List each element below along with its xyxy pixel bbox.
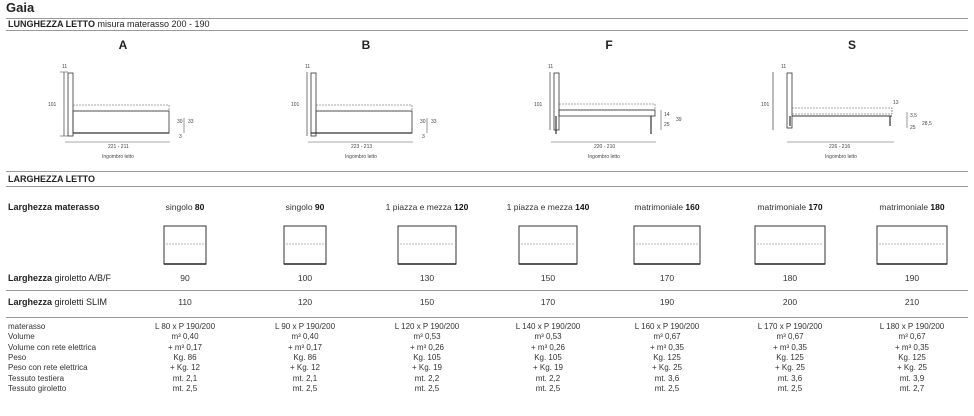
- spec-value: mt. 2,5: [654, 383, 680, 393]
- divider: [6, 186, 968, 187]
- spec-value: mt. 2,5: [292, 383, 318, 393]
- dim-label-3: 39: [676, 117, 682, 123]
- mattress-size: 80: [194, 202, 205, 212]
- spec-label: Peso con rete elettrica: [8, 363, 88, 373]
- mattress-size: 140: [575, 202, 590, 212]
- caption-label: Ingombro letto: [345, 154, 377, 160]
- bed-front-icon: [517, 224, 579, 270]
- spec-value: mt. 2,2: [535, 373, 561, 383]
- divider: [6, 290, 968, 291]
- spec-label: Tessuto testiera: [8, 373, 65, 383]
- spec-value: mt. 2,5: [414, 383, 440, 393]
- mattress-width-cell: [367, 202, 487, 212]
- length-label: 221 - 211: [108, 144, 129, 150]
- spec-value: mt. 2,2: [414, 373, 440, 383]
- dim-label-3: 3: [179, 134, 182, 140]
- length-label: 223 - 213: [351, 144, 373, 150]
- bed-front-icon: [162, 224, 208, 270]
- spec-value: L 180 x P 190/200: [879, 322, 945, 331]
- giroletto-width-value: 100: [297, 273, 313, 283]
- bed-front-icon: [632, 224, 702, 270]
- slim-width-value: 170: [540, 297, 556, 307]
- divider: [6, 171, 968, 172]
- spec-value: L 120 x P 190/200: [394, 322, 460, 331]
- mattress-type: 1 piazza e mezza: [506, 202, 576, 212]
- row-label-slim: Larghezza giroletti SLIM: [8, 297, 108, 307]
- slim-width-value: 150: [419, 297, 435, 307]
- spec-value: Kg. 125: [776, 352, 804, 362]
- spec-value: L 170 x P 190/200: [757, 322, 823, 331]
- head-thickness-label: 11: [305, 64, 311, 70]
- slim-width-value: 190: [659, 297, 675, 307]
- spec-value: + Kg. 25: [774, 363, 806, 373]
- section-title: LARGHEZZA LETTO: [8, 174, 95, 184]
- spec-value: + m³ 0,35: [649, 342, 684, 352]
- side-view-diagram-b: [273, 58, 443, 173]
- mattress-width-cell: [488, 202, 608, 212]
- height-label: 101: [534, 102, 543, 108]
- spec-value: mt. 2,5: [777, 383, 803, 393]
- spec-value: + Kg. 12: [169, 363, 201, 373]
- spec-value: Kg. 105: [534, 352, 562, 362]
- giroletto-width-value: 130: [419, 273, 435, 283]
- spec-value: L 140 x P 190/200: [515, 322, 581, 331]
- spec-value: m³ 0,40: [171, 332, 199, 342]
- spec-value: mt. 2,7: [899, 383, 925, 393]
- side-view-diagram-s: [759, 58, 949, 173]
- spec-value: + m³ 0,17: [167, 342, 202, 352]
- row-label-mattress-width: Larghezza materasso: [8, 202, 100, 212]
- spec-label: Volume con rete elettrica: [8, 342, 97, 352]
- height-label: 101: [761, 102, 770, 108]
- page-title: Gaia: [6, 0, 35, 15]
- divider: [6, 317, 968, 318]
- mattress-width-cell: [730, 202, 850, 212]
- mattress-size: 160: [685, 202, 700, 212]
- mattress-type: 1 piazza e mezza: [385, 202, 455, 212]
- mattress-type: matrimoniale: [634, 202, 686, 212]
- section-heading-larghezza: [8, 174, 95, 184]
- caption-label: Ingombro letto: [102, 154, 134, 160]
- spec-value: + Kg. 19: [532, 363, 564, 373]
- slim-width-value: 110: [178, 297, 192, 307]
- spec-value: + Kg. 19: [411, 363, 443, 373]
- spec-value: m³ 0,53: [413, 332, 441, 342]
- spec-value: Kg. 86: [173, 352, 197, 362]
- view-letter-b: B: [361, 38, 371, 52]
- slim-width-value: 120: [297, 297, 313, 307]
- spec-value: + Kg. 12: [289, 363, 321, 373]
- dim-label-2: 33: [188, 119, 194, 125]
- spec-value: m³ 0,67: [898, 332, 926, 342]
- dim-label-2: 3,5: [910, 113, 917, 119]
- view-letter-s: S: [847, 38, 856, 52]
- height-label: 101: [291, 102, 300, 108]
- head-thickness-label: 11: [62, 64, 68, 70]
- caption-label: Ingombro letto: [825, 154, 857, 160]
- spec-value: m³ 0,53: [534, 332, 562, 342]
- dim-label-3: 25: [910, 125, 916, 131]
- spec-value: + Kg. 25: [651, 363, 683, 373]
- view-letter-f: F: [605, 38, 613, 52]
- dim-label-2: 33: [431, 119, 437, 125]
- spec-value: mt. 2,1: [172, 373, 198, 383]
- divider: [6, 30, 968, 31]
- mattress-type: matrimoniale: [757, 202, 809, 212]
- giroletto-width-value: 180: [782, 273, 798, 283]
- mattress-size: 120: [454, 202, 469, 212]
- spec-value: + m³ 0,35: [772, 342, 807, 352]
- dim-label-1: 30: [420, 119, 426, 125]
- spec-value: Kg. 86: [293, 352, 317, 362]
- bed-front-icon: [396, 224, 458, 270]
- mattress-size: 180: [930, 202, 945, 212]
- height-label: 101: [48, 102, 57, 108]
- dim-label-1: 30: [177, 119, 183, 125]
- spec-value: Kg. 105: [413, 352, 441, 362]
- slim-width-value: 210: [904, 297, 920, 307]
- mattress-type: singolo: [285, 202, 315, 212]
- slim-width-value: 200: [782, 297, 798, 307]
- head-thickness-label: 11: [781, 64, 787, 70]
- spec-label: Volume: [8, 332, 35, 342]
- dim-label-1: 14: [664, 112, 670, 118]
- dim-label-3: 3: [422, 134, 425, 140]
- section-title: LUNGHEZZA LETTO: [8, 19, 95, 29]
- spec-label: materasso: [8, 322, 46, 331]
- spec-value: Kg. 125: [653, 352, 681, 362]
- spec-value: L 160 x P 190/200: [634, 322, 700, 331]
- giroletto-width-value: 190: [904, 273, 920, 283]
- spec-value: + Kg. 25: [896, 363, 928, 373]
- giroletto-width-value: 170: [659, 273, 675, 283]
- section-subtitle: misura materasso 200 - 190: [97, 19, 210, 29]
- mattress-size: 90: [314, 202, 325, 212]
- bed-front-icon: [875, 224, 949, 270]
- mattress-width-cell: [245, 202, 365, 212]
- spec-value: mt. 2,5: [172, 383, 198, 393]
- spec-value: + m³ 0,26: [530, 342, 565, 352]
- head-thickness-label: 11: [548, 64, 554, 70]
- spec-label: Tessuto giroletto: [8, 383, 67, 393]
- length-label: 220 - 210: [594, 144, 616, 150]
- giroletto-width-value: 90: [180, 273, 190, 283]
- spec-value: + m³ 0,17: [287, 342, 322, 352]
- spec-value: mt. 2,5: [535, 383, 561, 393]
- spec-value: m³ 0,40: [291, 332, 319, 342]
- mattress-type: singolo: [165, 202, 195, 212]
- dim-label-4: 28,5: [922, 121, 932, 127]
- side-view-diagram-f: [516, 58, 686, 173]
- dim-label-2: 25: [664, 122, 670, 128]
- section-heading-lunghezza: [8, 19, 210, 29]
- spec-label: Peso: [8, 352, 27, 362]
- giroletto-width-value: 150: [540, 273, 556, 283]
- spec-value: + m³ 0,35: [894, 342, 929, 352]
- spec-value: mt. 3,9: [899, 373, 925, 383]
- mattress-width-cell: [125, 202, 245, 212]
- spec-value: L 90 x P 190/200: [274, 322, 336, 331]
- dim-label-1: 13: [893, 100, 899, 106]
- length-label: 226 - 216: [829, 144, 851, 150]
- bed-front-icon: [753, 224, 827, 270]
- spec-value: m³ 0,67: [653, 332, 681, 342]
- bed-front-icon: [282, 224, 328, 270]
- spec-value: m³ 0,67: [776, 332, 804, 342]
- spec-value: mt. 3,6: [777, 373, 803, 383]
- side-view-diagram-a: [30, 58, 200, 173]
- mattress-type: matrimoniale: [879, 202, 931, 212]
- view-letter-a: A: [118, 38, 128, 52]
- row-label-giroletto: Larghezza giroletto A/B/F: [8, 273, 112, 283]
- caption-label: Ingombro letto: [588, 154, 620, 160]
- spec-value: mt. 3,6: [654, 373, 680, 383]
- mattress-width-cell: [852, 202, 972, 212]
- mattress-size: 170: [808, 202, 823, 212]
- spec-value: + m³ 0,26: [409, 342, 444, 352]
- spec-value: Kg. 125: [898, 352, 926, 362]
- spec-value: mt. 2,1: [292, 373, 318, 383]
- mattress-width-cell: [607, 202, 727, 212]
- spec-value: L 80 x P 190/200: [154, 322, 216, 331]
